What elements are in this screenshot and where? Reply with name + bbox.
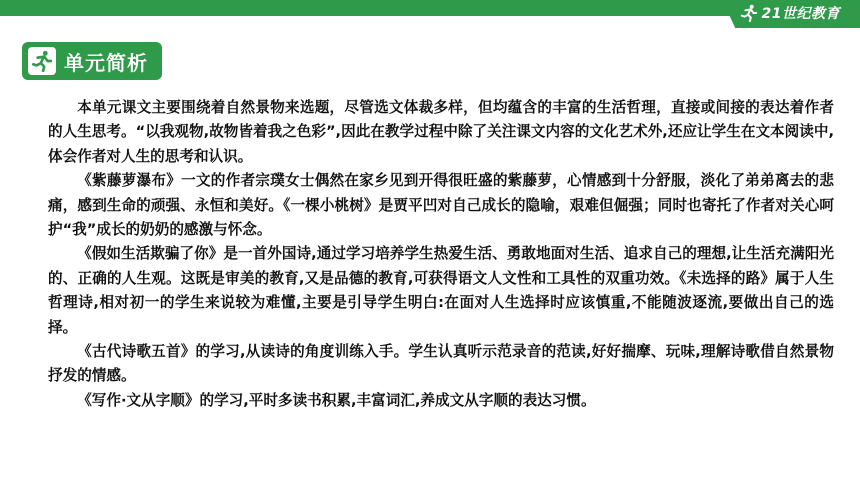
paragraph: 《假如生活欺骗了你》是一首外国诗,通过学习培养学生热爱生活、勇敢地面对生活、追求自己的理想,让生活充满阳光的、正确的人生观。这既是审美的教育,又是品德的教育,可获得语文人文性和工具性的双重功效。《未选择的路》属于人生哲理诗,相对初一的学生来说较为难懂,主要是引导学生明白:在面对人生选择时应该慎重,不能随波逐流,要做出自己的选择。 (48, 245, 834, 336)
logo-text: 21世纪教育 (761, 6, 840, 22)
paragraph: 《紫藤萝瀑布》一文的作者宗璞女士偶然在家乡见到开得很旺盛的紫藤萝，心情感到十分舒服，淡化了弟弟离去的悲痛，感到生命的顽强、永恒和美好。《一棵小桃树》是贾平凹对自己成长的隐喻，艰难但倔强；同时也寄托了作者对关心呵护“我”成长的奶奶的感激与怀念。 (48, 172, 834, 239)
paragraph: 《写作·文从字顺》的学习,平时多读书积累,丰富词汇,养成文从字顺的表达习惯。 (77, 391, 596, 409)
unit-analysis-body (48, 96, 834, 413)
runner-icon (31, 50, 53, 72)
brand-logo (740, 2, 840, 24)
heading-icon-box (28, 47, 56, 75)
runner-icon (740, 4, 758, 22)
paragraph: 《古代诗歌五首》的学习,从读诗的角度训练入手。学生认真听示范录音的范读,好好揣摩、玩味,理解诗歌借自然景物抒发的情感。 (48, 343, 834, 385)
section-heading (22, 42, 162, 80)
paragraph: 本单元课文主要围绕着自然景物来选题，尽管选文体裁多样，但均蕴含的丰富的生活哲理，直接或间接的表达着作者的人生思考。“以我观物,故物皆着我之色彩”,因此在教学过程中除了关注课文内容的文化艺术外,还应让学生在文本阅读中,体会作者对人生的思考和认识。 (48, 99, 834, 165)
section-title: 单元简析 (64, 50, 148, 75)
